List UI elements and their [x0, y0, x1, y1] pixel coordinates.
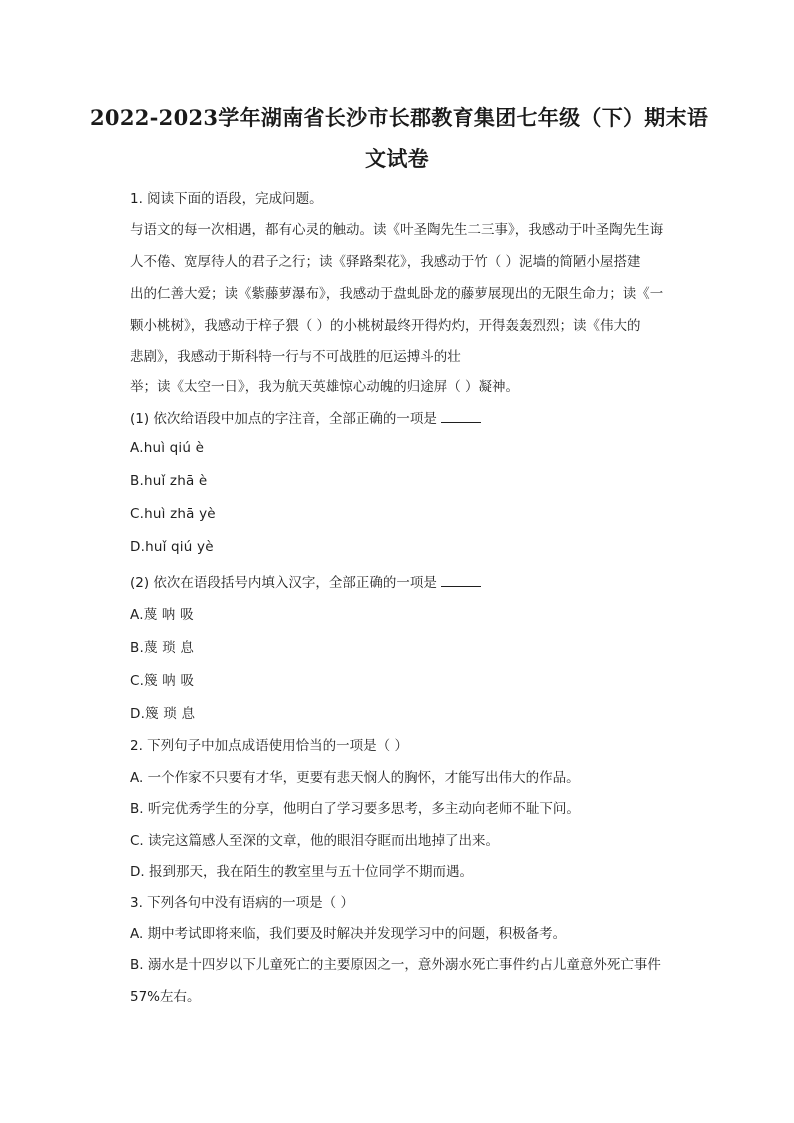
subquestion-1-text: (1) 依次给语段中加点的字注音，全部正确的一项是: [130, 411, 437, 427]
passage-line: 举；读《太空一日》，我为航天英雄惊心动魄的归途屏（ ）凝神。: [130, 379, 520, 395]
option-a: A.huì qiú è: [130, 440, 205, 456]
question-3-stem: 3. 下列各句中没有语病的一项是（ ）: [130, 895, 354, 911]
option-d: D.篾 琐 息: [130, 706, 196, 722]
option-b: B. 听完优秀学生的分享，他明白了学习要多思考，多主动向老师不耻下问。: [130, 801, 580, 817]
option-a: A. 期中考试即将来临，我们要及时解决并发现学习中的问题，积极备考。: [130, 926, 567, 942]
passage-line: 悲剧》，我感动于斯科特一行与不可战胜的厄运搏斗的壮: [130, 349, 461, 365]
option-b: B. 溺水是十四岁以下儿童死亡的主要原因之一，意外溺水死亡事件约占儿童意外死亡事件: [130, 957, 661, 973]
passage-line: 与语文的每一次相遇，都有心灵的触动。读《叶圣陶先生二三事》，我感动于叶圣陶先生诲: [130, 222, 664, 238]
option-c: C. 读完这篇感人至深的文章，他的眼泪夺眶而出地掉了出来。: [130, 833, 500, 849]
option-d: D.huǐ qiú yè: [130, 539, 214, 555]
page-title-continued: 文试卷: [365, 146, 429, 171]
option-a: A. 一个作家不只要有才华，更要有悲天悯人的胸怀，才能写出伟大的作品。: [130, 770, 580, 786]
option-a: A.蔑 呐 吸: [130, 607, 194, 623]
subquestion-1-stem: [130, 407, 481, 427]
option-c: C.huì zhā yè: [130, 506, 216, 522]
answer-blank: [441, 585, 481, 587]
passage-line: 颗小桃树》，我感动于梓子猥（ ）的小桃树最终开得灼灼，开得轰轰烈烈；读《伟大的: [130, 318, 641, 334]
page-title: 2022-2023学年湖南省长沙市长郡教育集团七年级（下）期末语: [90, 105, 709, 130]
subquestion-2-text: (2) 依次在语段括号内填入汉字，全部正确的一项是: [130, 575, 437, 591]
question-2-stem: 2. 下列句子中加点成语使用恰当的一项是（ ）: [130, 738, 408, 754]
option-b: B.huǐ zhā è: [130, 473, 208, 489]
option-b-continuation: 57%左右。: [130, 989, 201, 1005]
subquestion-2-stem: [130, 571, 481, 591]
passage-line: 人不倦、宽厚待人的君子之行；读《驿路梨花》，我感动于竹（ ）泥墙的简陋小屋搭建: [130, 254, 641, 270]
option-c: C.篾 呐 吸: [130, 673, 195, 689]
question-1-stem: 1. 阅读下面的语段，完成问题。: [130, 191, 323, 207]
option-d: D. 报到那天，我在陌生的教室里与五十位同学不期而遇。: [130, 864, 473, 880]
option-b: B.蔑 琐 息: [130, 640, 195, 656]
passage-line: 出的仁善大爱；读《紫藤萝瀑布》，我感动于盘虬卧龙的藤萝展现出的无限生命力；读《一: [130, 286, 664, 302]
answer-blank: [441, 421, 481, 423]
